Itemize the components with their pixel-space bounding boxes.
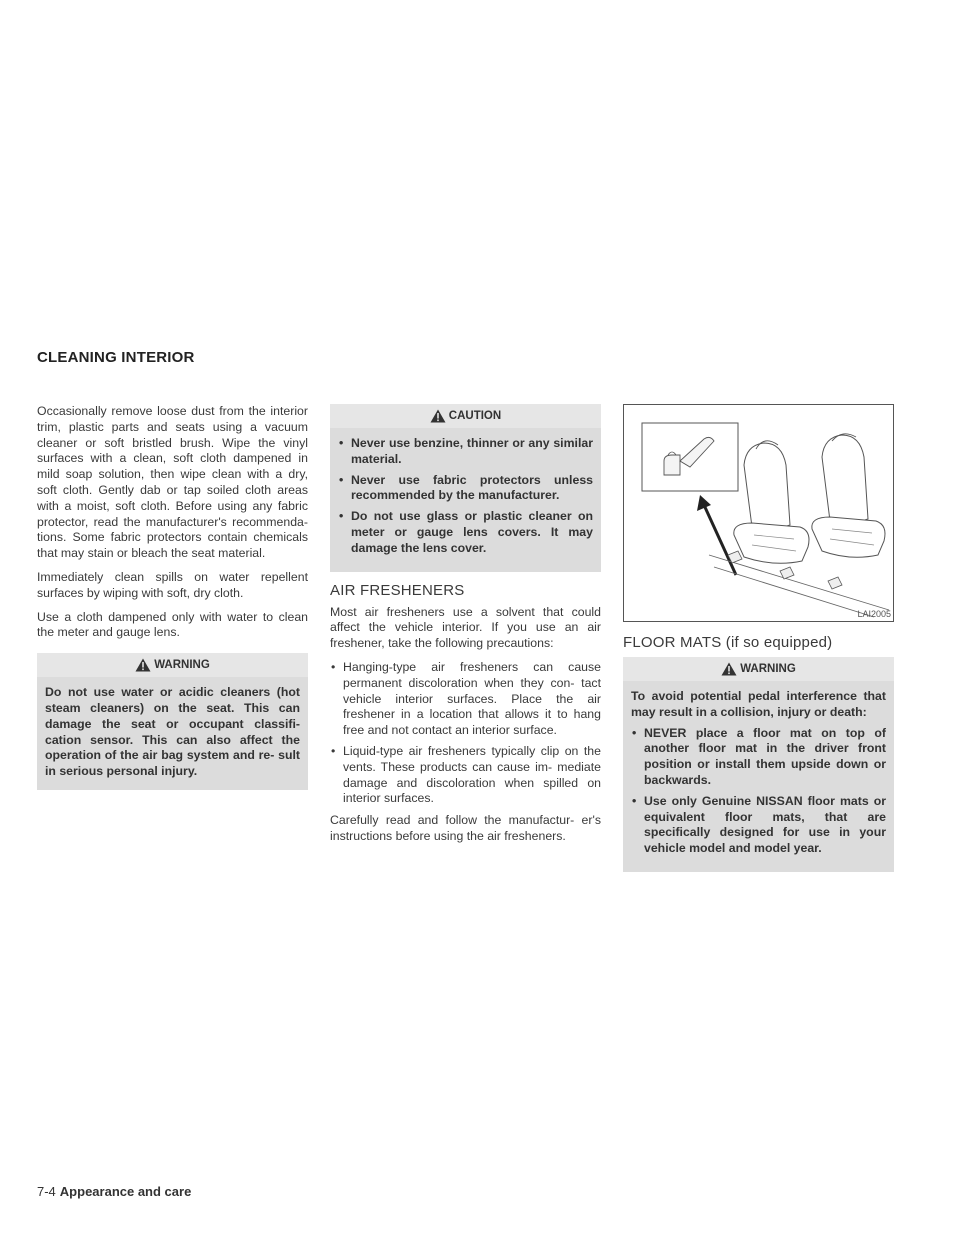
- column-2: [330, 404, 601, 853]
- warning-icon: [721, 662, 737, 676]
- floor-mat-warning-box: [623, 657, 894, 872]
- paragraph: Carefully read and follow the manufactur- er's instructions before using the air fresheners.: [330, 813, 601, 843]
- list-item: • Use only Genuine NISSAN floor mats or equivalent floor mats, that are specifically designed for use in your vehicle model and model year.: [632, 793, 886, 856]
- warning-label: WARNING: [740, 663, 796, 675]
- warning-text: Do not use water or acidic cleaners (hot steam cleaners) on the seat. This can damage the seat or occupant classifi- cation sensor. This can also affect the operation of the air bag system and re- sult in serious personal injury.: [45, 685, 300, 779]
- air-freshener-list: [330, 660, 601, 807]
- seat-illustration: [624, 405, 893, 621]
- caution-label: CAUTION: [448, 410, 502, 422]
- column-3: [623, 404, 894, 882]
- air-fresheners-heading: AIR FRESHENERS: [330, 581, 465, 599]
- section-title: CLEANING INTERIOR: [37, 349, 195, 366]
- floor-mat-warning-list: [631, 726, 886, 857]
- paragraph: Most air fresheners use a solvent that could affect the vehicle interior. If you use an air freshener, take the following precautions:: [330, 604, 601, 651]
- list-item: • NEVER place a floor mat on top of another floor mat in the driver front position or install them upside down or backwards.: [632, 725, 886, 787]
- caution-box: [330, 404, 601, 572]
- floor-mats-heading: FLOOR MATS (if so equipped): [623, 634, 833, 651]
- warning-icon: [135, 658, 151, 672]
- figure-label: LAI2005: [857, 609, 891, 619]
- seat-warning-box: [37, 653, 308, 790]
- list-item: • Liquid-type air fresheners typically clip on the vents. These products can cause im- mediate damage and discoloration when spilled on interior surfaces.: [331, 743, 601, 806]
- warning-intro: To avoid potential pedal interference that may result in a collision, injury or death:: [631, 689, 886, 719]
- seat-floor-mat-illustration: [623, 404, 894, 622]
- footer-section-title: Appearance and care: [59, 1184, 192, 1199]
- list-item: • Never use benzine, thinner or any similar material.: [339, 436, 593, 466]
- warning-label: WARNING: [154, 659, 210, 672]
- warning-header: [623, 657, 894, 681]
- caution-list: [338, 436, 593, 557]
- warning-header: [37, 653, 308, 677]
- list-item: • Do not use glass or plastic cleaner on meter or gauge lens covers. It may damage the lens cover.: [339, 509, 593, 555]
- warning-icon: [430, 409, 446, 423]
- page-number: 7-4: [37, 1184, 56, 1199]
- paragraph: Immediately clean spills on water repellent surfaces by wiping with soft, dry cloth.: [37, 569, 308, 600]
- paragraph: Use a cloth dampened only with water to clean the meter and gauge lens.: [37, 609, 308, 640]
- list-item: • Hanging-type air fresheners can cause permanent discoloration when they con- tact vehicle interior surfaces. Place the air freshener in a location that allows it to hang free and not contact an interior surface.: [331, 659, 601, 738]
- paragraph: Occasionally remove loose dust from the interior trim, plastic parts and seats using a vacuum cleaner or soft bristled brush. Wipe the vinyl surfaces with a clean, soft cloth dampened in mild soap solution, then wipe clean with a dry, soft cloth. Gently dab or tap soiled cloth areas with a moist, soft cloth. Before using any fabric protector, read the manufacturer's recommenda- tions. Some fabric protectors contain chemicals that may stain or bleach the seat material.: [37, 404, 308, 561]
- list-item: • Never use fabric protectors unless recommended by the manufacturer.: [339, 472, 593, 503]
- caution-header: [330, 404, 601, 428]
- column-1: [37, 404, 308, 800]
- page-footer: [37, 1184, 191, 1199]
